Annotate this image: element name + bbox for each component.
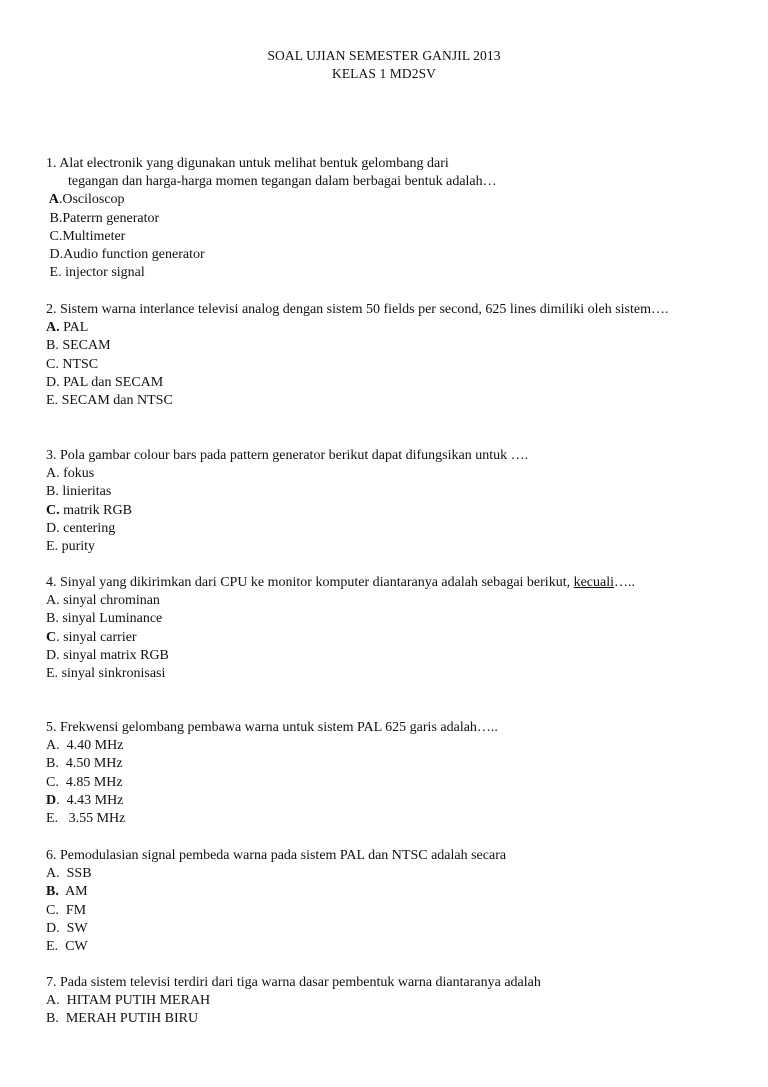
option-6e: [46, 938, 722, 956]
option-text: SECAM dan NTSC: [58, 393, 173, 409]
option-2e: [46, 392, 722, 410]
option-3e: [46, 538, 722, 556]
option-letter: E.: [46, 539, 59, 555]
option-text: SW: [59, 920, 88, 936]
option-letter: C: [46, 629, 57, 645]
option-letter: C.: [46, 356, 59, 372]
option-letter: A.: [46, 738, 60, 754]
option-1a: [46, 191, 722, 209]
option-letter: E.: [46, 666, 59, 682]
option-text: NTSC: [58, 356, 99, 372]
question-4-stem-end: …..: [614, 575, 636, 590]
option-text: 4.40 MHz: [59, 738, 124, 754]
option-letter: A.: [46, 320, 60, 336]
option-letter: C.: [46, 774, 59, 790]
question-4-stem-main: 4. Sinyal yang dikirimkan dari CPU ke monitor komputer diantaranya adalah sebagai berikut,: [46, 575, 571, 590]
option-4c: [46, 629, 722, 647]
option-7b: [46, 1010, 722, 1028]
option-5d: [46, 792, 722, 810]
option-text: sinyal matrix RGB: [59, 647, 169, 663]
option-letter: C: [46, 228, 59, 244]
question-6-stem: 6. Pemodulasian signal pembeda warna pada sistem PAL dan NTSC adalah secara: [46, 848, 507, 863]
question-3-stem: 3. Pola gambar colour bars pada pattern generator berikut dapat difungsikan untuk ….: [46, 448, 529, 463]
option-letter: D.: [46, 374, 60, 390]
option-text: linieritas: [58, 484, 112, 500]
option-text: SECAM: [58, 338, 111, 354]
question-7: [46, 974, 722, 1029]
option-text: purity: [58, 539, 96, 555]
option-letter: A.: [46, 993, 60, 1009]
option-4e: [46, 665, 722, 683]
option-1e: [46, 264, 722, 282]
option-letter: D.: [46, 647, 60, 663]
option-letter: A: [46, 192, 59, 208]
option-6b: [46, 883, 722, 901]
option-letter: D.: [46, 920, 60, 936]
option-6a: [46, 865, 722, 883]
option-1b: [46, 210, 722, 228]
option-text: PAL: [59, 320, 89, 336]
option-3b: [46, 483, 722, 501]
option-letter: B.: [46, 611, 59, 627]
option-letter: A.: [46, 466, 60, 482]
option-text: . injector signal: [58, 265, 145, 281]
option-letter: E: [46, 265, 59, 281]
option-5a: [46, 737, 722, 755]
option-text: . sinyal carrier: [56, 629, 137, 645]
question-2-stem: 2. Sistem warna interlance televisi analog dengan sistem 50 fields per second, 625 lines dimiliki oleh sistem….: [46, 302, 669, 317]
option-letter: D: [46, 247, 60, 263]
option-2b: [46, 337, 722, 355]
option-7a: [46, 992, 722, 1010]
option-letter: B.: [46, 338, 59, 354]
option-3c: [46, 502, 722, 520]
option-letter: B.: [46, 1011, 59, 1027]
option-2d: [46, 374, 722, 392]
option-5c: [46, 774, 722, 792]
option-4a: [46, 592, 722, 610]
option-text: matrik RGB: [59, 502, 132, 518]
option-2c: [46, 356, 722, 374]
exam-header: [0, 47, 768, 83]
option-letter: E.: [46, 393, 59, 409]
option-text: HITAM PUTIH MERAH: [59, 993, 211, 1009]
question-5-stem: 5. Frekwensi gelombang pembawa warna untuk sistem PAL 625 garis adalah…..: [46, 720, 498, 735]
question-2: [46, 301, 722, 410]
option-text: sinyal Luminance: [58, 611, 163, 627]
option-text: AM: [58, 884, 88, 900]
option-letter: C.: [46, 902, 59, 918]
option-letter: B: [46, 210, 59, 226]
option-1d: [46, 246, 722, 264]
question-7-stem: 7. Pada sistem televisi terdiri dari tiga warna dasar pembentuk warna diantaranya adalah: [46, 975, 541, 990]
option-text: .Audio function generator: [59, 247, 205, 263]
option-letter: A.: [46, 866, 60, 882]
option-letter: D.: [46, 520, 60, 536]
option-2a: [46, 319, 722, 337]
option-text: .Multimeter: [58, 228, 126, 244]
option-text: sinyal sinkronisasi: [58, 666, 166, 682]
option-letter: E.: [46, 811, 59, 827]
option-text: FM: [58, 902, 87, 918]
question-1: [46, 155, 722, 282]
question-4-stem-emphasis: kecuali: [573, 575, 615, 590]
option-text: .Osciloscop: [58, 192, 125, 208]
option-text: 3.55 MHz: [58, 811, 126, 827]
question-4-stem: [46, 574, 722, 592]
question-4: [46, 574, 722, 683]
option-6c: [46, 902, 722, 920]
option-letter: B.: [46, 884, 59, 900]
option-4d: [46, 647, 722, 665]
option-text: 4.85 MHz: [58, 774, 123, 790]
option-letter: E.: [46, 939, 59, 955]
option-text: CW: [58, 939, 88, 955]
option-letter: C.: [46, 502, 60, 518]
option-text: fokus: [59, 466, 95, 482]
option-5e: [46, 810, 722, 828]
option-text: .Paterrn generator: [58, 210, 160, 226]
option-1c: [46, 228, 722, 246]
option-letter: B.: [46, 484, 59, 500]
option-text: MERAH PUTIH BIRU: [58, 1011, 199, 1027]
option-4b: [46, 610, 722, 628]
option-text: sinyal chrominan: [59, 593, 160, 609]
question-6: [46, 847, 722, 956]
option-text: PAL dan SECAM: [59, 374, 164, 390]
question-5: [46, 719, 722, 828]
option-3a: [46, 465, 722, 483]
question-1-stem-line2: tegangan dan harga-harga momen tegangan dalam berbagai bentuk adalah…: [68, 174, 497, 190]
option-6d: [46, 920, 722, 938]
question-3: [46, 447, 722, 556]
option-letter: D: [46, 792, 57, 808]
option-text: centering: [59, 520, 116, 536]
option-3d: [46, 520, 722, 538]
option-text: 4.50 MHz: [58, 756, 123, 772]
option-5b: [46, 755, 722, 773]
question-1-stem: [46, 155, 722, 191]
exam-class: KELAS 1 MD2SV: [331, 66, 437, 81]
option-letter: B.: [46, 756, 59, 772]
option-letter: A.: [46, 593, 60, 609]
exam-title: SOAL UJIAN SEMESTER GANJIL 2013: [267, 48, 501, 63]
option-text: . 4.43 MHz: [56, 792, 124, 808]
option-text: SSB: [59, 866, 92, 882]
question-1-stem-line1: 1. Alat electronik yang digunakan untuk melihat bentuk gelombang dari: [46, 156, 449, 171]
